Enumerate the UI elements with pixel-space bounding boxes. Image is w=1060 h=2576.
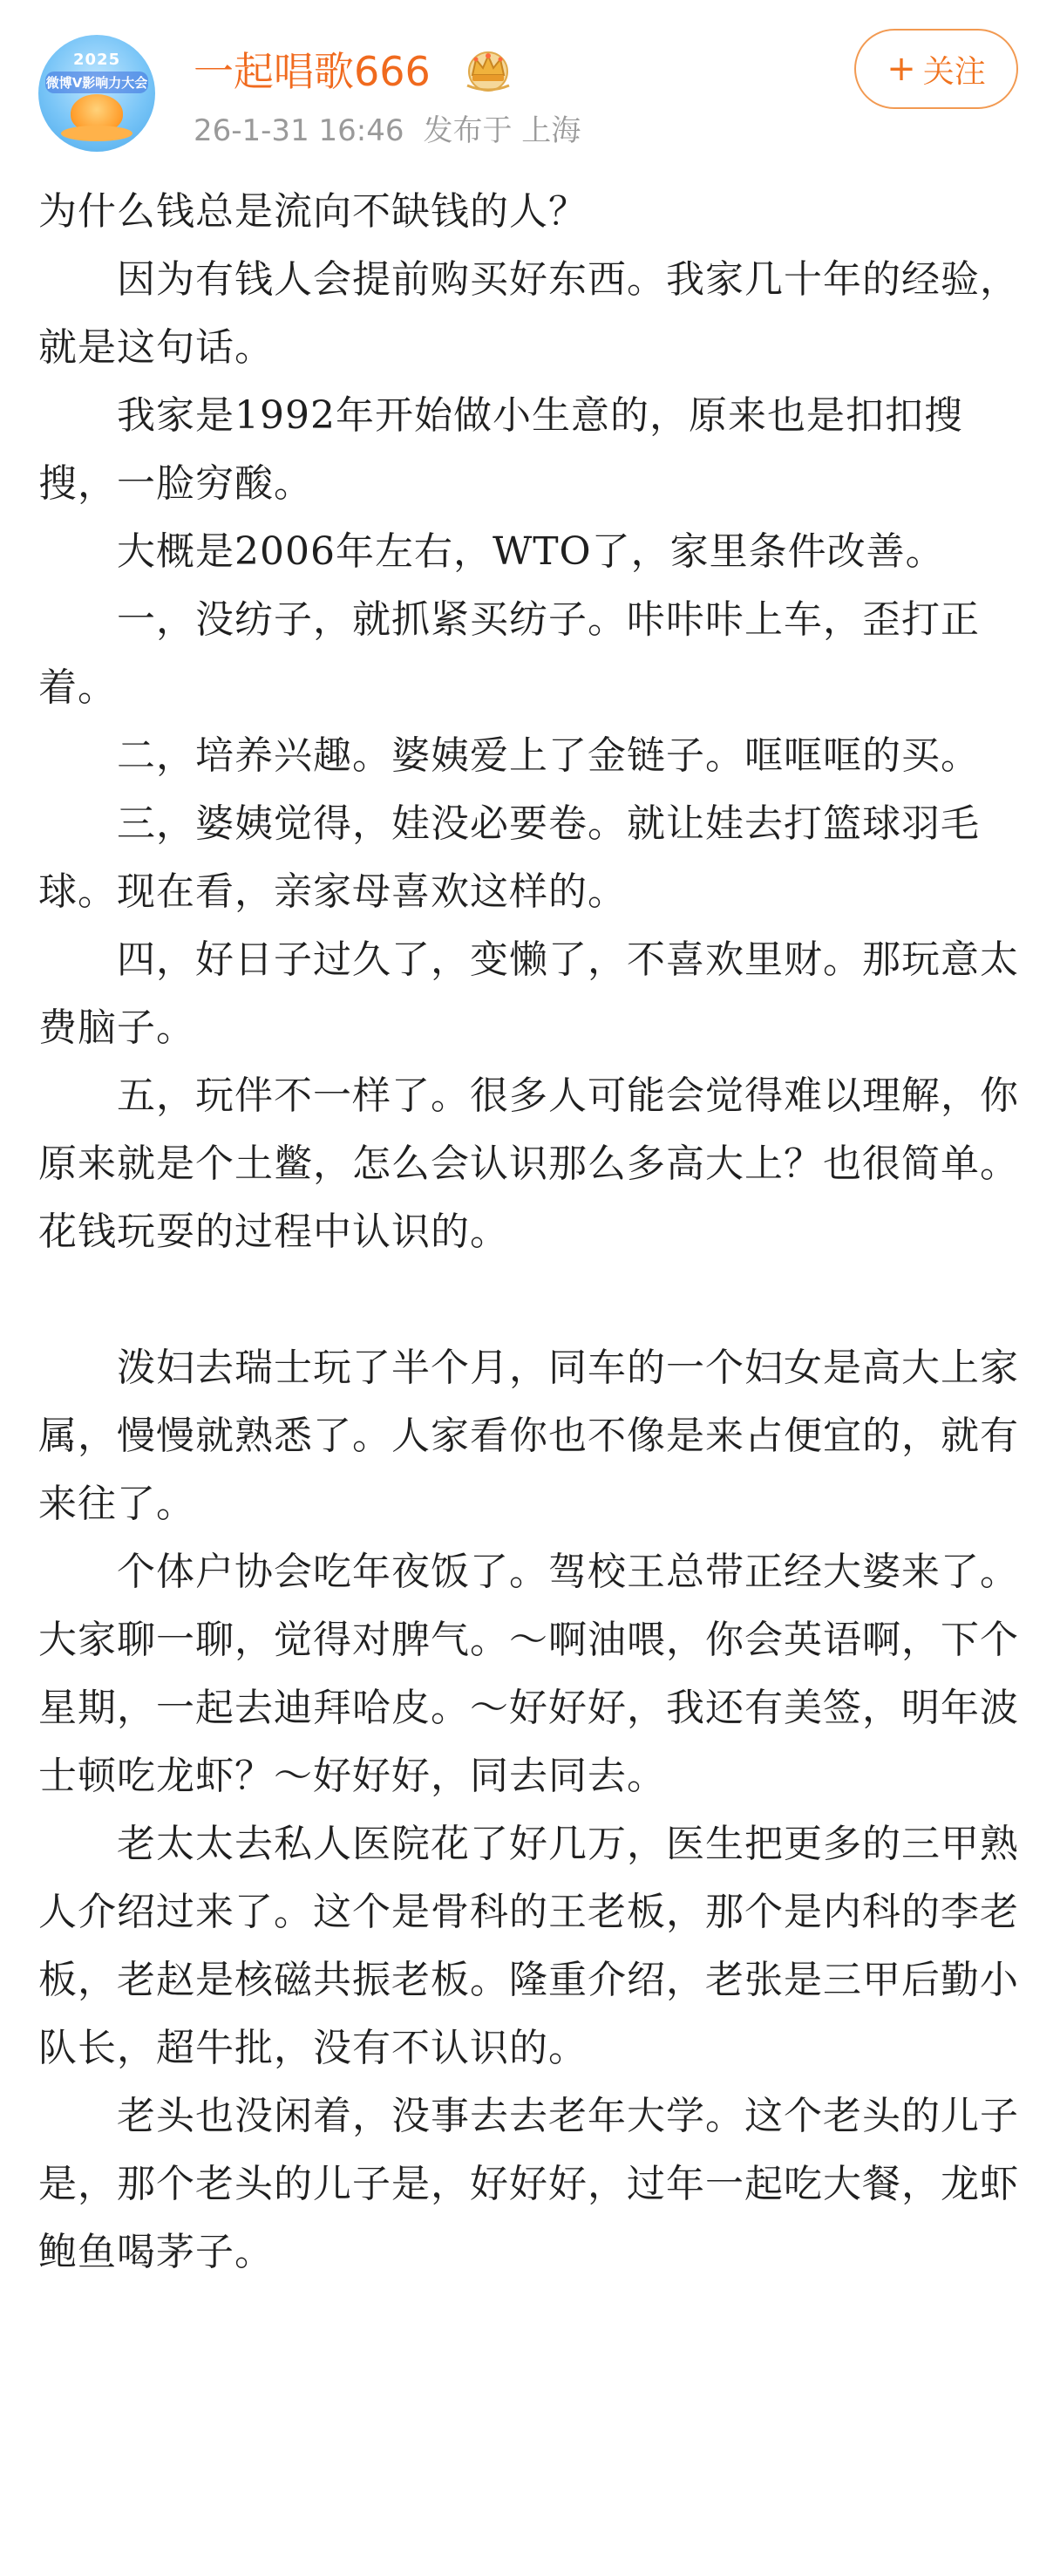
post-header [0, 0, 1060, 174]
avatar-plate [61, 126, 132, 141]
post-location: 发布于 上海 [423, 113, 581, 148]
post-paragraph: 三，婆姨觉得，娃没必要卷。就让娃去打篮球羽毛球。现在看，亲家母喜欢这样的。 [38, 801, 980, 914]
post-paragraph: 二，培养兴趣。婆姨爱上了金链子。哐哐哐的买。 [38, 733, 980, 778]
crown-icon [460, 45, 516, 94]
post-paragraph: 为什么钱总是流向不缺钱的人？ [38, 189, 588, 234]
post-paragraph: 老头也没闲着，没事去去老年大学。这个老头的儿子是，那个老头的儿子是，好好好，过年一起吃大餐，龙虾鲍鱼喝茅子。 [38, 2094, 1019, 2274]
author-avatar[interactable] [38, 35, 155, 152]
follow-button-label: 关注 [922, 53, 986, 90]
post-paragraph: 我家是1992年开始做小生意的，原来也是扣扣搜搜，一脸穷酸。 [38, 393, 963, 506]
avatar-badge-year: 2025 [73, 51, 121, 69]
post-paragraph: 四，好日子过久了，变懒了，不喜欢里财。那玩意太费脑子。 [38, 937, 1019, 1050]
follow-button[interactable] [854, 29, 1018, 109]
avatar-badge-text: 微博V影响力大会 [45, 72, 148, 93]
post-paragraph: 五，玩伴不一样了。很多人可能会觉得难以理解，你原来就是个土鳖，怎么会认识那么多高大上？也很简单。花钱玩耍的过程中认识的。 [38, 1073, 1019, 1254]
post-body [38, 178, 1029, 2286]
paragraph-spacer [38, 1266, 1029, 1334]
post-paragraph: 大概是2006年左右，WTO了，家里条件改善。 [38, 529, 945, 574]
post-paragraph: 泼妇去瑞士玩了半个月，同车的一个妇女是高大上家属，慢慢就熟悉了。人家看你也不像是来占便宜的，就有来往了。 [38, 1346, 1019, 1526]
author-name[interactable]: 一起唱歌666 [194, 48, 431, 95]
plus-icon: + [887, 49, 916, 89]
post-paragraph: 一，没纺子，就抓紧买纺子。咔咔咔上车，歪打正着。 [38, 597, 980, 710]
post-paragraph: 老太太去私人医院花了好几万，医生把更多的三甲熟人介绍过来了。这个是骨科的王老板，那个是内科的李老板，老赵是核磁共振老板。隆重介绍，老张是三甲后勤小队长，超牛批，没有不认识的。 [38, 1822, 1019, 2070]
post-paragraph: 个体户协会吃年夜饭了。驾校王总带正经大婆来了。大家聊一聊，觉得对脾气。～啊油喂，你会英语啊，下个星期，一起去迪拜哈皮。～好好好，我还有美签，明年波士顿吃龙虾？～好好好，同去同去。 [38, 1550, 1019, 1798]
post-meta [194, 112, 581, 150]
post-paragraph: 因为有钱人会提前购买好东西。我家几十年的经验，就是这句话。 [38, 257, 1019, 370]
post-date: 26-1-31 16:46 [194, 113, 404, 148]
